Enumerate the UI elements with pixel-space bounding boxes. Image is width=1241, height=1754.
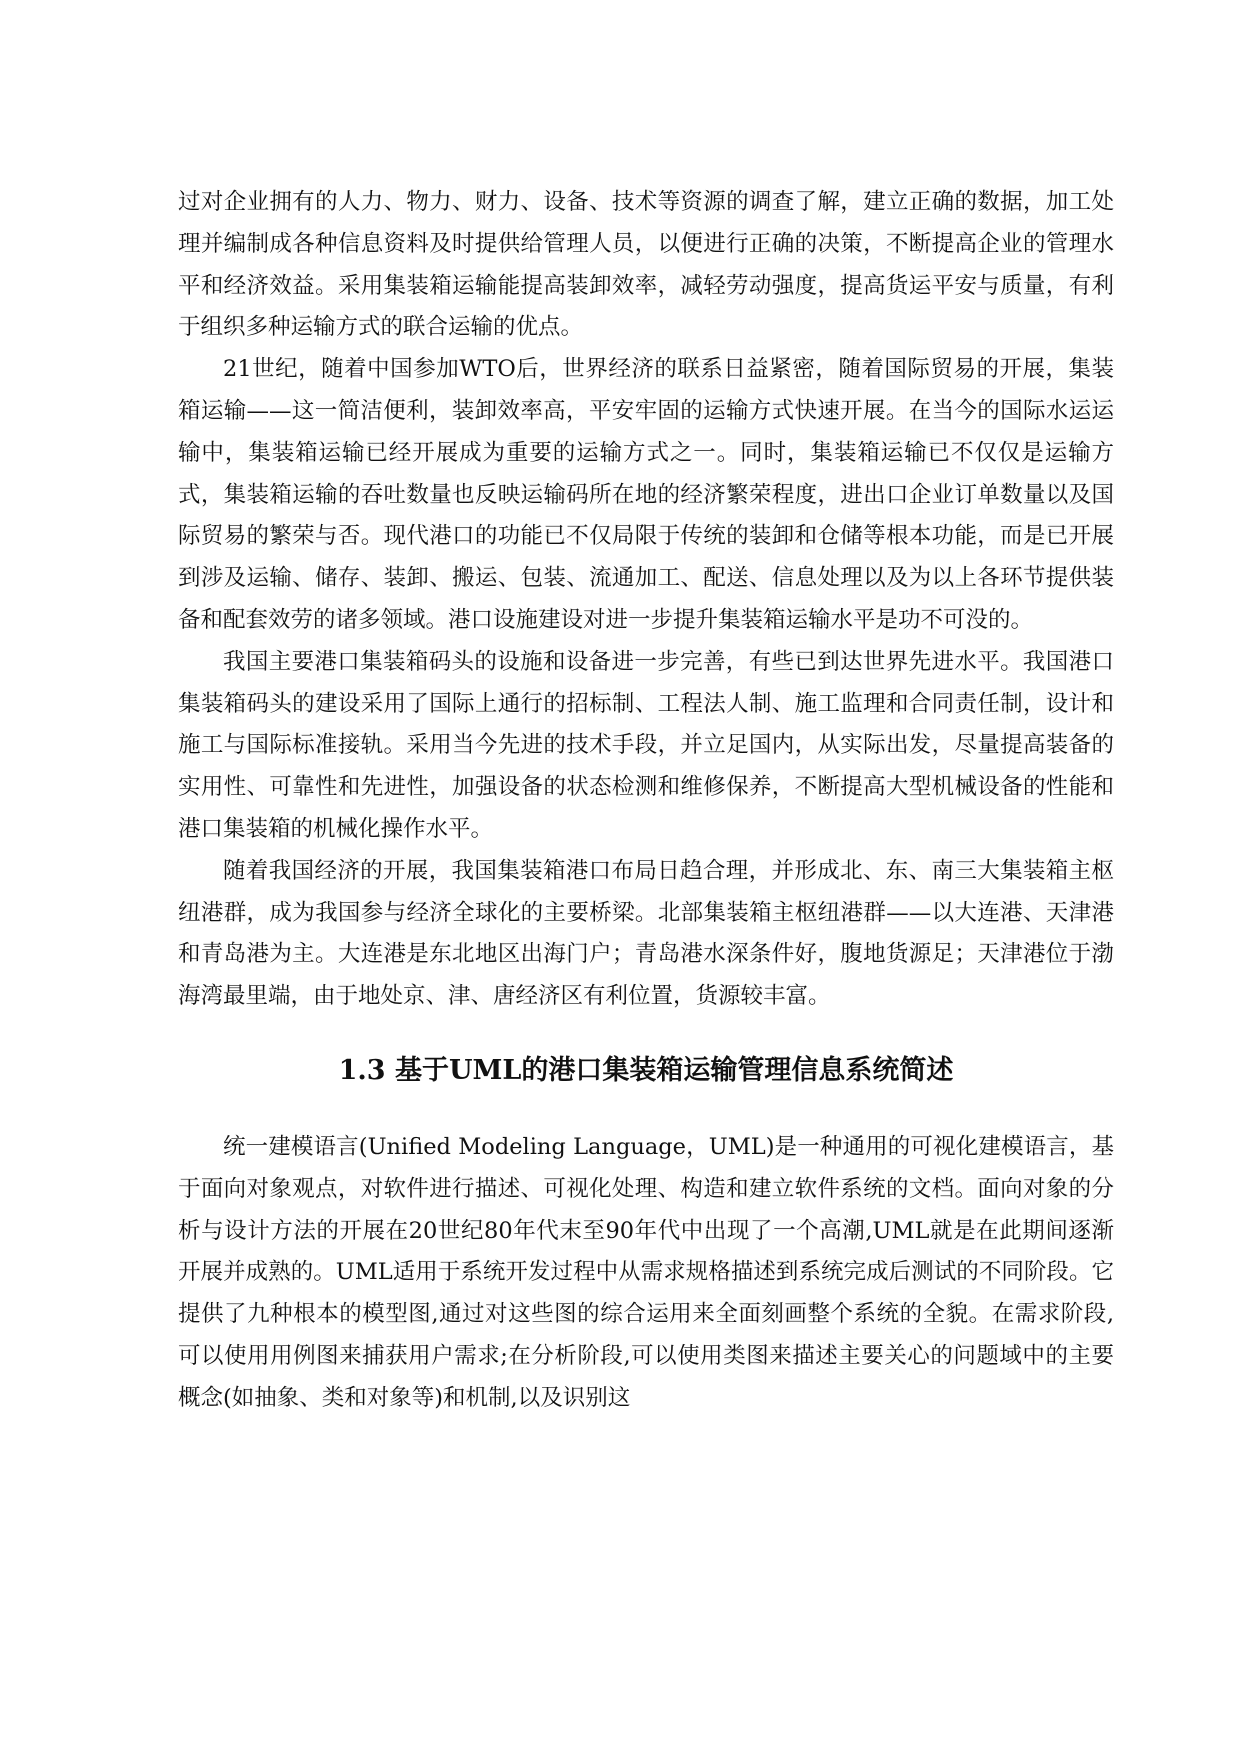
paragraph-port-layout: 随着我国经济的开展，我国集装箱港口布局日趋合理，并形成北、东、南三大集装箱主枢纽港群，成为我国参与经济全球化的主要桥梁。北部集装箱主枢纽港群——以大连港、天津港和青岛港为主。大连港是东北地区出海门户；青岛港水深条件好，腹地货源足；天津港位于渤海湾最里端，由于地处京、津、唐经济区有利位置，货源较丰富。	[178, 857, 1114, 1010]
paragraph-port-facilities: 我国主要港口集装箱码头的设施和设备进一步完善，有些已到达世界先进水平。我国港口集装箱码头的建设采用了国际上通行的招标制、工程法人制、施工监理和合同责任制，设计和施工与国际标准接轨。采用当今先进的技术手段，并立足国内，从实际出发，尽量提高装备的实用性、可靠性和先进性，加强设备的状态检测和维修保养，不断提高大型机械设备的性能和港口集装箱的机械化操作水平。	[178, 648, 1114, 842]
document-body	[178, 182, 1114, 1420]
paragraph-wto-container-transport: 21世纪，随着中国参加WTO后，世界经济的联系日益紧密，随着国际贸易的开展，集装箱运输——这一简洁便利，装卸效率高，平安牢固的运输方式快速开展。在当今的国际水运运输中，集装箱运输已经开展成为重要的运输方式之一。同时，集装箱运输已不仅仅是运输方式，集装箱运输的吞吐数量也反映运输码所在地的经济繁荣程度，进出口企业订单数量以及国际贸易的繁荣与否。现代港口的功能已不仅局限于传统的装卸和仓储等根本功能，而是已开展到涉及运输、储存、装卸、搬运、包装、流通加工、配送、信息处理以及为以上各环节提供装备和配套效劳的诸多领域。港口设施建设对进一步提升集装箱运输水平是功不可没的。	[178, 356, 1114, 633]
paragraph-uml-overview: 统一建模语言(Unified Modeling Language，UML)是一种通用的可视化建模语言，基于面向对象观点，对软件进行描述、可视化处理、构造和建立软件系统的文档。面向对象的分析与设计方法的开展在20世纪80年代末至90年代中出现了一个高潮,UML就是在此期间逐渐开展并成熟的。UML适用于系统开发过程中从需求规格描述到系统完成后测试的不同阶段。它提供了九种根本的模型图,通过对这些图的综合运用来全面刻画整个系统的全貌。在需求阶段,可以使用用例图来捕获用户需求;在分析阶段,可以使用类图来描述主要关心的问题域中的主要概念(如抽象、类和对象等)和机制,以及识别这	[178, 1133, 1114, 1411]
section-heading: 1.3 基于UML的港口集装箱运输管理信息系统简述	[338, 1054, 954, 1086]
paragraph-continuation: 过对企业拥有的人力、物力、财力、设备、技术等资源的调查了解，建立正确的数据，加工处理并编制成各种信息资料及时提供给管理人员，以便进行正确的决策，不断提高企业的管理水平和经济效益。采用集装箱运输能提高装卸效率，减轻劳动强度，提高货运平安与质量，有利于组织多种运输方式的联合运输的优点。	[178, 189, 1114, 341]
